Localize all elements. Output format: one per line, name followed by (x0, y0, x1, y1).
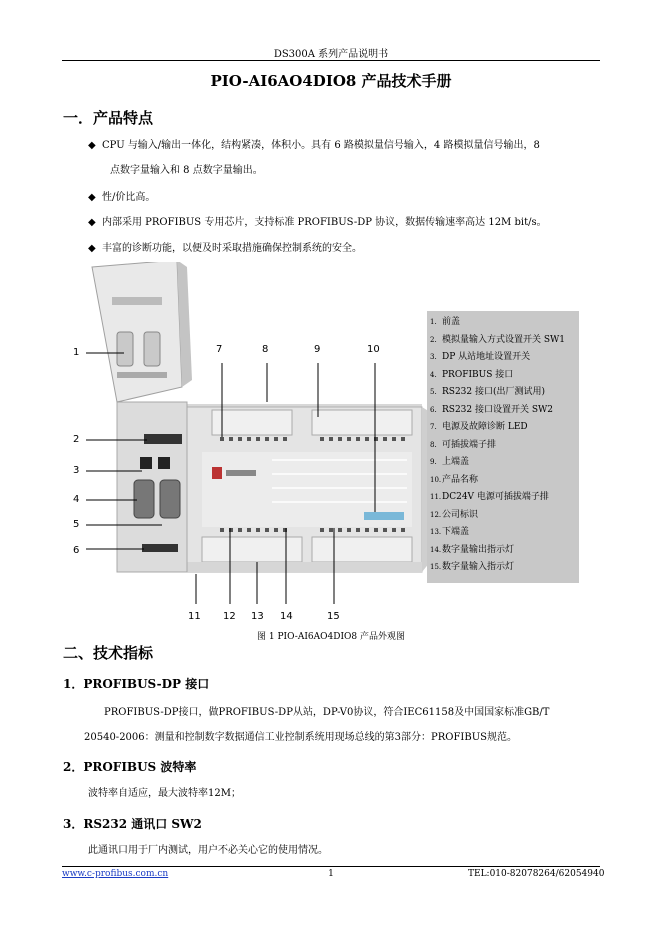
callout-11: 11 (188, 611, 201, 622)
subsection-1-line-1: PROFIBUS-DP接口，做PROFIBUS-DP从站，DP-V0协议，符合IEC61158及中国国家标准GB/T (104, 707, 550, 718)
footer-telephone: TEL:010-82078264/62054940 (468, 869, 605, 879)
legend-item: 14.数字量输出指示灯 (430, 545, 515, 555)
callout-12: 12 (223, 611, 236, 622)
header-divider (62, 60, 600, 61)
section2-heading: 二、技术指标 (63, 644, 154, 662)
legend-item: 9. 上端盖 (430, 457, 470, 467)
legend-item: 1. 前盖 (430, 317, 461, 327)
callout-4: 4 (73, 494, 80, 505)
callout-10: 10 (367, 344, 380, 355)
legend-item: 7. 电源及故障诊断 LED (430, 422, 528, 432)
footer-page-number: 1 (328, 869, 334, 879)
bullet-diamond-icon: ◆ (88, 243, 96, 254)
subsection-3-text: 此通讯口用于厂内测试，用户不必关心它的使用情况。 (88, 845, 328, 856)
legend-item: 5. RS232 接口(出厂测试用) (430, 387, 546, 397)
callout-13: 13 (251, 611, 264, 622)
callout-1: 1 (73, 347, 80, 358)
footer-divider (62, 866, 600, 867)
subsection-2-heading: 2．PROFIBUS 波特率 (63, 760, 197, 774)
callout-8: 8 (262, 344, 269, 355)
subsection-3-heading: 3．RS232 通讯口 SW2 (63, 817, 202, 831)
legend-item: 4. PROFIBUS 接口 (430, 370, 514, 380)
legend-item: 6. RS232 接口设置开关 SW2 (430, 405, 553, 415)
legend-item: 13.下端盖 (430, 527, 470, 537)
callout-5: 5 (73, 519, 80, 530)
figure-legend (427, 311, 579, 583)
legend-item: 12.公司标识 (430, 510, 479, 520)
legend-item: 11.DC24V 电源可插拔端子排 (430, 492, 549, 502)
bullet-item-2: ◆ 性/价比高。 (88, 192, 156, 203)
subsection-1-line-2: 20540-2006：测量和控制数字数据通信工业控制系统用现场总线的第3部分：PROFIBUS规范。 (84, 732, 517, 743)
figure-caption: 图 1 PIO-AI6AO4DIO8 产品外观图 (257, 632, 405, 642)
callout-15: 15 (327, 611, 340, 622)
document-title: PIO-AI6AO4DIO8 产品技术手册 (210, 72, 452, 90)
bullet-diamond-icon: ◆ (88, 140, 96, 151)
bullet-item-3: ◆ 内部采用 PROFIBUS 专用芯片，支持标准 PROFIBUS-DP 协议，数据传输速率高达 12M bit/s。 (88, 217, 547, 228)
footer-website-link[interactable]: www.c-profibus.com.cn (62, 869, 169, 879)
legend-item: 3. DP 从站地址设置开关 (430, 352, 531, 362)
callout-9: 9 (314, 344, 321, 355)
page-header: DS300A 系列产品说明书 (273, 49, 389, 60)
bullet-item-1: ◆ CPU 与输入/输出一体化，结构紧凑，体积小。具有 6 路模拟量信号输入，4 路模拟量信号输出，8 (88, 140, 540, 151)
section1-heading: 一．产品特点 (63, 109, 154, 127)
subsection-2-text: 波特率自适应，最大波特率12M； (88, 788, 241, 799)
callout-3: 3 (73, 465, 80, 476)
bullet-item-1-cont: 点数字量输入和 8 点数字量输出。 (110, 165, 263, 176)
bullet-item-4: ◆ 丰富的诊断功能，以便及时采取措施确保控制系统的安全。 (88, 243, 362, 254)
subsection-1-heading: 1．PROFIBUS-DP 接口 (63, 677, 210, 691)
legend-item: 15.数字量输入指示灯 (430, 562, 515, 572)
callout-6: 6 (73, 545, 80, 556)
legend-item: 10.产品名称 (430, 475, 479, 485)
bullet-diamond-icon: ◆ (88, 192, 96, 203)
callout-2: 2 (73, 434, 80, 445)
bullet-diamond-icon: ◆ (88, 217, 96, 228)
callout-7: 7 (216, 344, 223, 355)
legend-item: 8. 可插拔端子排 (430, 440, 497, 450)
callout-14: 14 (280, 611, 293, 622)
legend-item: 2. 模拟量输入方式设置开关 SW1 (430, 335, 566, 345)
